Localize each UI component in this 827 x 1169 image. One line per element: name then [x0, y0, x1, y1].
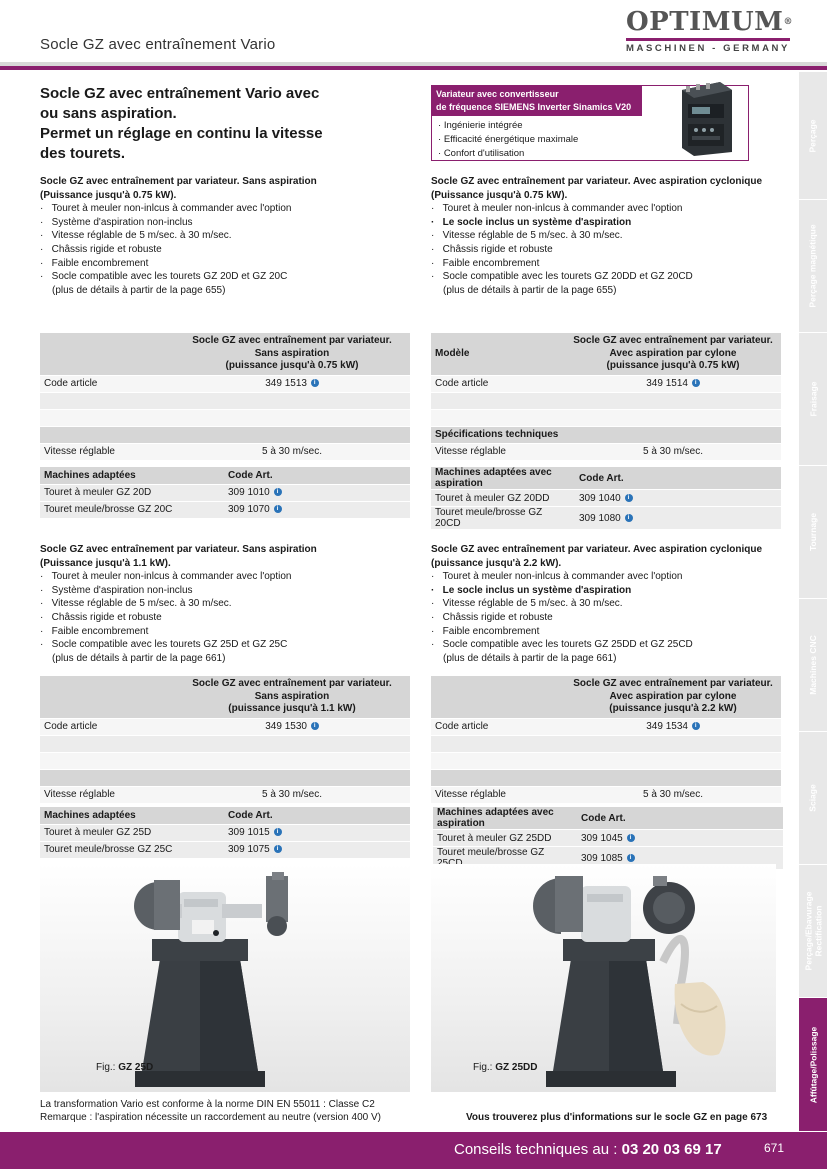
side-tab-affutage-polissage[interactable]: [799, 998, 827, 1132]
code-value-cell: [565, 718, 781, 735]
empty-cell: [431, 752, 565, 769]
spec-header-line: Avec aspiration par cylone: [609, 690, 737, 702]
empty-cell: [174, 426, 410, 443]
header-accent-line: [0, 66, 827, 70]
figure-model: GZ 25DD: [495, 1062, 538, 1073]
spec-table-br: [431, 676, 781, 804]
info-icon[interactable]: i: [274, 845, 282, 853]
side-tab-label: Perçage/Ebavurage Rectification: [803, 891, 823, 971]
empty-cell: [431, 735, 565, 752]
empty-cell: [565, 735, 781, 752]
speed-value: 5 à 30 m/sec.: [174, 786, 410, 803]
side-tab-label: Machines CNC: [808, 635, 819, 695]
feature-item: · Châssis rigide et robuste: [431, 611, 801, 625]
machine-name: Touret à meuler GZ 25D: [40, 824, 218, 841]
machine-code-cell: [569, 507, 701, 530]
code-header: Code Art.: [569, 467, 701, 490]
lead-line: Socle GZ avec entraînement Vario avec: [40, 85, 320, 102]
empty-cell: [565, 752, 781, 769]
footnote-line: La transformation Vario est conforme à la norme DIN EN 55011 : Classe C2: [40, 1099, 375, 1110]
description-title: Socle GZ avec entraînement par variateur. Avec aspiration cyclonique: [431, 176, 763, 187]
machine-code-cell: [218, 484, 350, 501]
empty-cell: [174, 752, 410, 769]
side-tab-label: Fraisage: [808, 381, 818, 417]
empty-cell: [350, 824, 410, 841]
spec-header-line: Sans aspiration: [254, 347, 330, 359]
spec-header-line: (puissance jusqu'à 1.1 kW): [228, 703, 356, 714]
feature-item: · Vitesse réglable de 5 m/sec. à 30 m/sec.: [431, 229, 801, 243]
empty-cell: [565, 409, 781, 426]
product-photo-gz25d: [40, 864, 410, 1092]
code-value: 349 1514: [646, 378, 688, 389]
spec-table-header: [565, 333, 781, 375]
feature-item: · Socle compatible avec les tourets GZ 25DD et GZ 25CD: [431, 638, 801, 652]
empty-cell: [350, 807, 410, 824]
speed-value: 5 à 30 m/sec.: [565, 443, 781, 460]
machines-header: Machines adaptées avec aspiration: [433, 807, 571, 830]
spec-table-left-head: [40, 676, 174, 718]
side-tab-fraisage[interactable]: [799, 333, 827, 466]
feature-item: · Châssis rigide et robuste: [40, 243, 410, 257]
feature-item: · Le socle inclus un système d'aspiration: [431, 216, 801, 230]
lead-line: ou sans aspiration.: [40, 105, 177, 122]
code-header: Code Art.: [571, 807, 703, 830]
description-block-bl: [40, 543, 410, 665]
feature-item: · Touret à meuler non-inlcus à commander avec l'option: [40, 570, 410, 584]
inverter-image: [672, 78, 736, 158]
info-icon[interactable]: i: [627, 854, 635, 862]
spec-table-header: [174, 333, 410, 375]
feature-list: [40, 202, 410, 297]
logo-text: OPTIMUM: [626, 7, 784, 37]
description-title: Socle GZ avec entraînement par variateur. Sans aspiration: [40, 544, 317, 555]
empty-cell: [40, 735, 174, 752]
spec-header-line: Socle GZ avec entraînement par variateur.: [573, 335, 773, 346]
feature-item: · Système d'aspiration non-inclus: [40, 216, 410, 230]
info-icon[interactable]: i: [625, 514, 633, 522]
info-icon[interactable]: i: [625, 494, 633, 502]
spec-header-line: Socle GZ avec entraînement par variateur.: [192, 678, 392, 689]
figure-caption: [473, 1062, 537, 1073]
side-tab-machines-cnc[interactable]: [799, 599, 827, 732]
machine-name: Touret à meuler GZ 25DD: [433, 830, 571, 847]
machines-table-bl: [40, 807, 410, 859]
spec-label: [40, 426, 174, 443]
empty-cell: [40, 752, 174, 769]
machines-header: Machines adaptées: [40, 807, 218, 824]
logo-subtitle: MASCHINEN - GERMANY: [626, 43, 790, 54]
feature-item: · Faible encombrement: [431, 257, 801, 271]
feature-item: · Faible encombrement: [40, 625, 410, 639]
code-label: Code article: [431, 375, 565, 392]
empty-cell: [565, 769, 781, 786]
page-title: Socle GZ avec entraînement Vario: [40, 36, 276, 53]
machines-header: Machines adaptées: [40, 467, 218, 484]
variator-head-line: de fréquence SIEMENS Inverter Sinamics V20: [436, 102, 632, 112]
machine-name: Touret meule/brosse GZ 20C: [40, 501, 218, 518]
empty-cell: [701, 467, 781, 490]
variator-head-line: Variateur avec convertisseur: [436, 89, 559, 99]
machine-code: 309 1080: [579, 512, 621, 524]
machines-header: Machines adaptées avec aspiration: [431, 467, 569, 490]
figure-caption: [96, 1062, 153, 1073]
feature-item: · Touret à meuler non-inlcus à commander avec l'option: [431, 570, 801, 584]
feature-item: · Le socle inclus un système d'aspiration: [431, 584, 801, 598]
spec-table-left-head: Modèle: [431, 333, 565, 375]
spec-table-tl: [40, 333, 410, 461]
speed-label: Vitesse réglable: [431, 786, 565, 803]
figure-label: Fig.:: [96, 1062, 116, 1073]
machine-name: Touret meule/brosse GZ: [433, 847, 571, 870]
spec-header-line: (puissance jusqu'à 2.2 kW): [609, 703, 737, 714]
code-label: Code article: [40, 718, 174, 735]
description-block-tr: [431, 175, 801, 297]
info-icon[interactable]: i: [274, 828, 282, 836]
brand-logo: [626, 8, 798, 54]
contact-line: [454, 1141, 722, 1158]
description-title: (Puissance jusqu'à 0.75 kW).: [431, 189, 568, 201]
machine-code-cell: [569, 490, 701, 507]
machine-code: 309 1015: [228, 827, 270, 838]
side-tab-label: Affûtage/Polissage: [808, 1026, 818, 1103]
spec-label: Spécifications techniques: [431, 426, 565, 443]
spec-table-tr: [431, 333, 781, 461]
info-icon[interactable]: i: [311, 379, 319, 387]
variator-feature: · Ingénierie intégrée: [438, 119, 742, 133]
page-number: 671: [764, 1141, 785, 1155]
product-photo-gz25dd: [431, 864, 776, 1092]
lead-line: Permet un réglage en continu la vitesse: [40, 125, 323, 142]
empty-cell: [565, 392, 781, 409]
side-tab-sciage[interactable]: [799, 732, 827, 865]
machine-name: Touret meule/brosse GZ 25C: [40, 841, 218, 858]
machine-code-cell: [218, 501, 350, 518]
variator-feature: · Efficacité énergétique maximale: [438, 133, 742, 147]
footer-bar: [0, 1132, 827, 1169]
machine-code: 309 1085: [581, 852, 623, 864]
empty-cell: [174, 769, 410, 786]
empty-cell: [174, 392, 410, 409]
code-header: Code Art.: [218, 467, 350, 484]
feature-item: · Vitesse réglable de 5 m/sec. à 30 m/sec.: [40, 229, 410, 243]
variator-info-box: [431, 85, 749, 161]
side-tab-percage[interactable]: [799, 72, 827, 200]
empty-cell: [350, 467, 410, 484]
feature-item: · Faible encombrement: [431, 625, 801, 639]
code-value-cell: [174, 718, 410, 735]
feature-item: · Faible encombrement: [40, 257, 410, 271]
spec-table-header: [174, 676, 410, 718]
empty-cell: [703, 830, 783, 847]
side-tab-label: Sciage: [808, 784, 818, 812]
machine-code: 309 1040: [579, 492, 621, 504]
spec-header-line: Sans aspiration: [254, 690, 330, 702]
machine-code-cell: [218, 824, 350, 841]
side-tab-tournage[interactable]: [799, 466, 827, 599]
description-title: (Puissance jusqu'à 0.75 kW).: [40, 189, 177, 201]
machine-code: 309 1075: [228, 844, 270, 855]
description-title: (puissance jusqu'à 2.2 kW).: [431, 557, 562, 569]
spec-table-bl: [40, 676, 410, 804]
empty-cell: [431, 409, 565, 426]
more-info-link[interactable]: Vous trouverez plus d'informations sur le socle GZ en page 673: [466, 1112, 768, 1123]
side-chapter-tabs: [799, 72, 827, 1132]
code-value: 349 1513: [265, 378, 307, 389]
feature-item: · Vitesse réglable de 5 m/sec. à 30 m/sec.: [431, 597, 801, 611]
grinder-stand-image: [40, 864, 410, 1092]
code-value: 349 1530: [265, 721, 307, 732]
empty-cell: [431, 392, 565, 409]
machine-code-cell: [218, 841, 350, 858]
empty-cell: [703, 807, 783, 830]
feature-item: · Système d'aspiration non-inclus: [40, 584, 410, 598]
logo-registered-mark: ®: [783, 17, 793, 27]
empty-cell: [701, 490, 781, 507]
empty-cell: [701, 507, 781, 530]
feature-item: · Touret à meuler non-inlcus à commander avec l'option: [40, 202, 410, 216]
spec-header-line: Socle GZ avec entraînement par variateur.: [192, 335, 392, 346]
logo-bar: [626, 38, 790, 41]
side-tab-label: Tournage: [808, 512, 818, 552]
spec-label: [431, 769, 565, 786]
feature-item: · Châssis rigide et robuste: [40, 611, 410, 625]
empty-cell: [565, 426, 781, 443]
machine-code: 309 1045: [581, 832, 623, 844]
empty-cell: [40, 392, 174, 409]
code-value: 349 1534: [646, 721, 688, 732]
feature-list: [431, 570, 801, 665]
empty-cell: [350, 484, 410, 501]
machines-table-br: [433, 807, 783, 870]
spec-header-line: (puissance jusqu'à 0.75 kW): [225, 360, 359, 371]
description-title: Socle GZ avec entraînement par variateur. Sans aspiration: [40, 176, 317, 187]
speed-value: 5 à 30 m/sec.: [565, 786, 781, 803]
speed-value: 5 à 30 m/sec.: [174, 443, 410, 460]
spec-table-left-head: [431, 676, 565, 718]
machine-code: 309 1010: [228, 487, 270, 498]
machines-table-tr: [431, 467, 781, 530]
info-icon[interactable]: i: [274, 488, 282, 496]
machine-code: 309 1070: [228, 504, 270, 515]
side-tab-percage-ebavurage[interactable]: [799, 865, 827, 998]
figure-model: GZ 25D: [118, 1062, 154, 1073]
page-header: [0, 0, 827, 72]
figure-label: Fig.:: [473, 1062, 493, 1073]
machine-name: Touret à meuler GZ 20DD: [431, 490, 569, 507]
empty-cell: [174, 735, 410, 752]
spec-table-left-head: [40, 333, 174, 375]
lead-line: des tourets.: [40, 145, 126, 162]
spec-label: [40, 769, 174, 786]
lead-text: [40, 84, 400, 164]
info-icon[interactable]: i: [692, 722, 700, 730]
feature-item-continuation: (plus de détails à partir de la page 655): [52, 284, 226, 296]
feature-item-continuation: (plus de détails à partir de la page 655): [443, 284, 617, 296]
variator-feature: · Confort d'utilisation: [438, 147, 742, 161]
grinder-stand-with-extraction-image: [431, 864, 776, 1092]
code-label: Code article: [40, 375, 174, 392]
description-title: Socle GZ avec entraînement par variateur. Avec aspiration cyclonique: [431, 544, 763, 555]
empty-cell: [40, 409, 174, 426]
info-icon[interactable]: i: [627, 834, 635, 842]
feature-item: · Socle compatible avec les tourets GZ 20D et GZ 20C: [40, 270, 410, 284]
code-value-cell: [565, 375, 781, 392]
description-block-br: [431, 543, 801, 665]
spec-table-header: [565, 676, 781, 718]
speed-label: Vitesse réglable: [431, 443, 565, 460]
feature-item-continuation: (plus de détails à partir de la page 661): [52, 652, 226, 664]
feature-list: [40, 570, 410, 665]
spec-header-line: Socle GZ avec entraînement par variateur.: [573, 678, 773, 689]
code-header: Code Art.: [218, 807, 350, 824]
empty-cell: [350, 501, 410, 518]
description-title: (Puissance jusqu'à 1.1 kW).: [40, 557, 171, 569]
contact-label: Conseils techniques au :: [454, 1141, 618, 1158]
info-icon[interactable]: i: [274, 505, 282, 513]
code-value-cell: [174, 375, 410, 392]
feature-item: · Châssis rigide et robuste: [431, 243, 801, 257]
spec-header-line: (puissance jusqu'à 0.75 kW): [606, 360, 740, 371]
empty-cell: [350, 841, 410, 858]
footnotes: [40, 1099, 381, 1124]
machine-name: Touret à meuler GZ 20D: [40, 484, 218, 501]
description-block-tl: [40, 175, 410, 297]
machine-name: Touret meule/brosse GZ 20CD: [431, 507, 569, 530]
info-icon[interactable]: i: [692, 379, 700, 387]
side-tab-percage-magnetique[interactable]: [799, 200, 827, 333]
contact-number[interactable]: 03 20 03 69 17: [621, 1141, 722, 1158]
machines-table-tl: [40, 467, 410, 519]
footnote-line: Remarque : l'aspiration nécessite un raccordement au neutre (version 400 V): [40, 1111, 381, 1123]
spec-header-line: Avec aspiration par cylone: [609, 347, 737, 359]
speed-label: Vitesse réglable: [40, 443, 174, 460]
variator-box-heading: [432, 86, 642, 116]
side-tab-label: Perçage magnétique: [808, 224, 819, 308]
side-tab-label: Perçage: [808, 118, 818, 153]
feature-item: · Socle compatible avec les tourets GZ 25D et GZ 25C: [40, 638, 410, 652]
feature-item: · Touret à meuler non-inlcus à commander avec l'option: [431, 202, 801, 216]
machine-code-cell: [571, 830, 703, 847]
speed-label: Vitesse réglable: [40, 786, 174, 803]
feature-item: · Socle compatible avec les tourets GZ 20DD et GZ 20CD: [431, 270, 801, 284]
info-icon[interactable]: i: [311, 722, 319, 730]
feature-list: [431, 202, 801, 297]
feature-item: · Vitesse réglable de 5 m/sec. à 30 m/sec.: [40, 597, 410, 611]
code-label: Code article: [431, 718, 565, 735]
empty-cell: [174, 409, 410, 426]
feature-item-continuation: (plus de détails à partir de la page 661): [443, 652, 617, 664]
